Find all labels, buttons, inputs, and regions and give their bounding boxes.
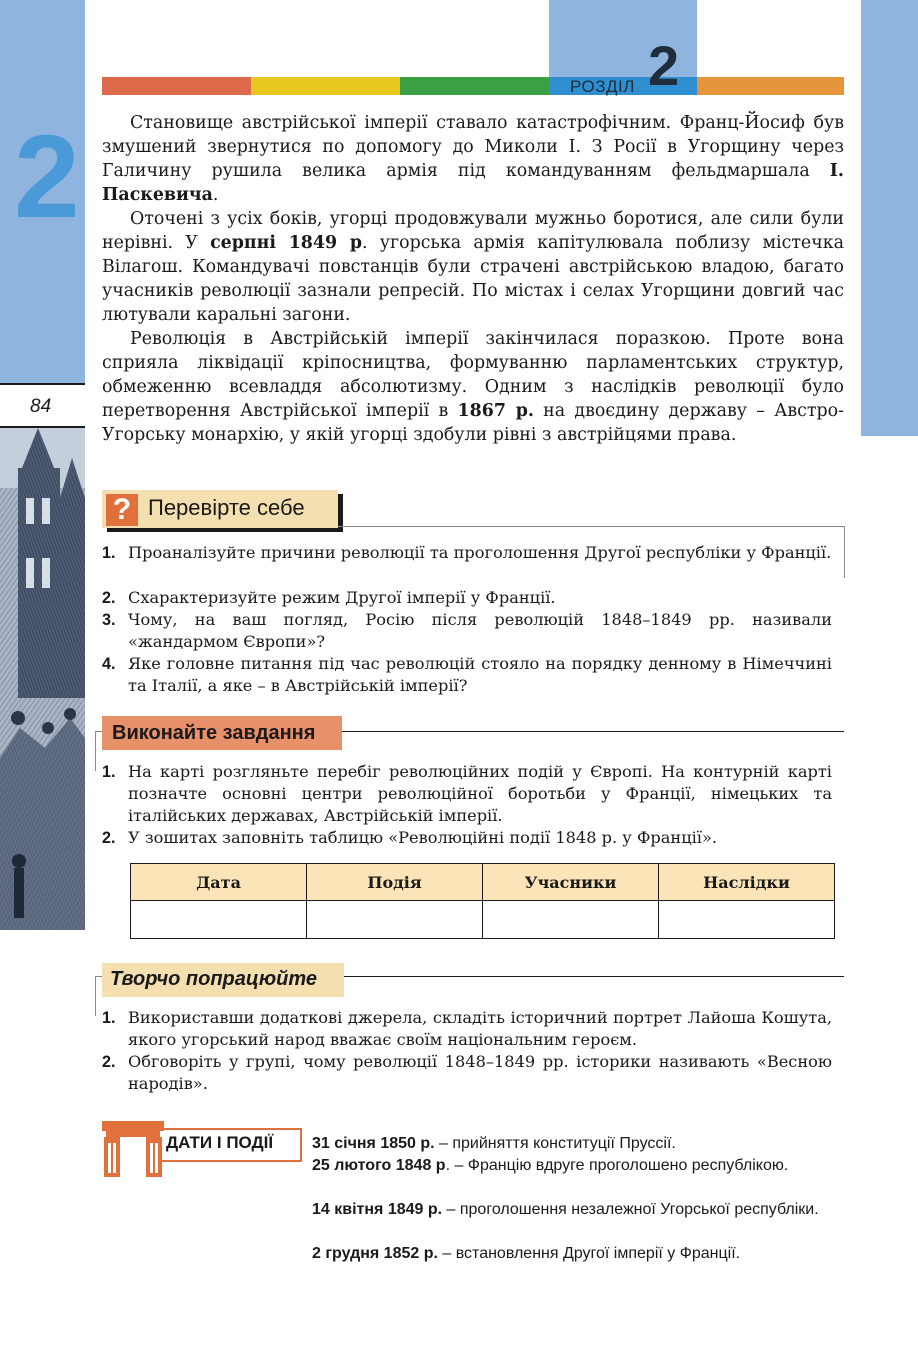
header-stripe-orange	[697, 77, 844, 95]
section-rule	[342, 731, 844, 732]
chapter-big-number: 2	[14, 111, 80, 243]
date-value: 2 грудня 1852 р.	[312, 1245, 438, 1262]
item-number: 1.	[102, 763, 116, 781]
item-number: 2.	[102, 829, 116, 847]
question-mark-icon: ?	[106, 494, 138, 526]
date-event: . – Францію вдруге проголошено республікою.	[445, 1157, 789, 1174]
chapter-number: 2	[648, 34, 680, 97]
item-text: Чому, на ваш погляд, Росію після революцій 1848–1849 рр. називали «жандармом Європи»?	[128, 610, 832, 651]
check-yourself-title: Перевірте себе	[148, 495, 305, 520]
item-text: Використавши додаткові джерела, складіть історичний портрет Лайоша Кошута, якого угорський народ вважає своїм національним героєм.	[128, 1008, 832, 1049]
date-value: 14 квітня 1849 р.	[312, 1201, 443, 1218]
date-event: – встановлення Другої імперії у Франції.	[437, 1245, 741, 1262]
table-cell	[307, 901, 483, 939]
bold-term: І. Паскевича	[102, 161, 844, 205]
date-event: – проголошення незалежної Угорської республіки.	[442, 1201, 819, 1218]
table-cell	[483, 901, 659, 939]
bold-date: серпні 1849 р	[210, 233, 362, 253]
creative-title: Творчо попрацюйте	[110, 968, 317, 990]
header-stripe-red	[102, 77, 251, 95]
item-number: 2.	[102, 1053, 116, 1071]
table-row	[131, 901, 835, 939]
paragraph-2	[102, 207, 844, 327]
bold-date: 1867 р.	[457, 401, 534, 421]
paragraph-1	[102, 111, 844, 207]
page-number-rule-top	[0, 383, 85, 385]
item-text: Схарактеризуйте режим Другої імперії у Франції.	[128, 588, 556, 607]
date-value: 25 лютого 1848 р	[312, 1157, 446, 1174]
table-cell	[131, 901, 307, 939]
creative-item-1	[102, 1007, 832, 1051]
task-item-2	[102, 827, 832, 849]
engraving-illustration	[0, 428, 85, 930]
check-question-1	[102, 542, 832, 564]
table-cell	[659, 901, 835, 939]
item-text: У зошитах заповніть таблицю «Революційні події 1848 р. у Франції».	[128, 828, 718, 847]
tasks-title: Виконайте завдання	[112, 722, 316, 744]
paragraph-text: Революція в Австрійській імперії закінчилася поразкою. Проте вона сприяла ліквідації кріпосництва, формуванню парламентських структур, обмеженню всевладдя абсолютизму. Одним з наслідків революції було перетворення Австрійської імперії в	[102, 329, 844, 421]
item-text: Обговоріть у групі, чому революції 1848–1849 рр. історики називають «Весною народів».	[128, 1052, 832, 1093]
check-question-3	[102, 609, 832, 653]
date-value: 31 січня 1850 р.	[312, 1135, 435, 1152]
header-stripe-yellow	[251, 77, 400, 95]
item-number: 1.	[102, 544, 116, 562]
section-rule	[95, 976, 96, 1016]
section-rule	[844, 526, 845, 578]
date-entry-3	[312, 1199, 832, 1221]
item-text: На карті розгляньте перебіг революційних подій у Європі. На контурній карті позначте основні центри революційної боротьби у Франції, німецьких та італійських державах, Австрійській імперії.	[128, 762, 832, 825]
paragraph-text: Оточені з усіх боків, угорці продовжували мужньо боротися, але сили були нерівні. У	[102, 209, 844, 253]
paragraph-text: . угорська армія капітулювала поблизу містечка Вілагош. Командувачі повстанців були страчені австрійською владою, багато учасників революції зазнали репресій. По містах і селах Угорщини довгий час лютували каральні загони.	[102, 233, 844, 325]
task-item-1	[102, 761, 832, 827]
page-number: 84	[30, 396, 52, 417]
dates-arch-icon	[102, 1121, 164, 1177]
item-number: 2.	[102, 589, 116, 607]
table-header-participants: Учасники	[483, 864, 659, 901]
paragraph-text: .	[212, 185, 219, 205]
chapter-label: РОЗДІЛ	[570, 77, 635, 96]
date-event: – прийняття конституції Пруссії.	[434, 1135, 676, 1152]
table-header-row	[131, 864, 835, 901]
paragraph-text: на двоєдину державу – Австро-Угорську монархію, у якій угорці здобули рівні з австрійцями права.	[102, 401, 844, 445]
revolution-events-table	[130, 863, 835, 939]
section-rule	[344, 976, 844, 977]
item-number: 1.	[102, 1009, 116, 1027]
dates-title: ДАТИ І ПОДІЇ	[166, 1133, 274, 1152]
section-rule	[95, 731, 96, 771]
item-text: Яке головне питання під час революцій стояло на порядку денному в Німеччині та Італії, а яке – в Австрійській імперії?	[128, 654, 832, 695]
check-question-2	[102, 587, 832, 609]
date-entry-4	[312, 1243, 832, 1265]
paragraph-text: Становище австрійської імперії ставало катастрофічним. Франц-Йосиф був змушений звернутися по допомогу до Миколи I. З Росії в Угорщину через Галичину рушила велика армія під командуванням фельдмаршала	[102, 113, 844, 181]
table-header-results: Наслідки	[659, 864, 835, 901]
item-number: 4.	[102, 655, 116, 673]
creative-item-2	[102, 1051, 832, 1095]
paragraph-3	[102, 327, 844, 447]
right-margin-band	[861, 0, 918, 436]
date-entry-1	[312, 1133, 832, 1155]
date-entry-2	[312, 1155, 832, 1177]
item-text: Проаналізуйте причини революції та проголошення Другої республіки у Франції.	[128, 543, 832, 562]
table-header-date: Дата	[131, 864, 307, 901]
table-header-event: Подія	[307, 864, 483, 901]
item-number: 3.	[102, 611, 116, 629]
check-question-4	[102, 653, 832, 697]
header-stripe-green	[400, 77, 549, 95]
section-rule	[338, 526, 845, 527]
